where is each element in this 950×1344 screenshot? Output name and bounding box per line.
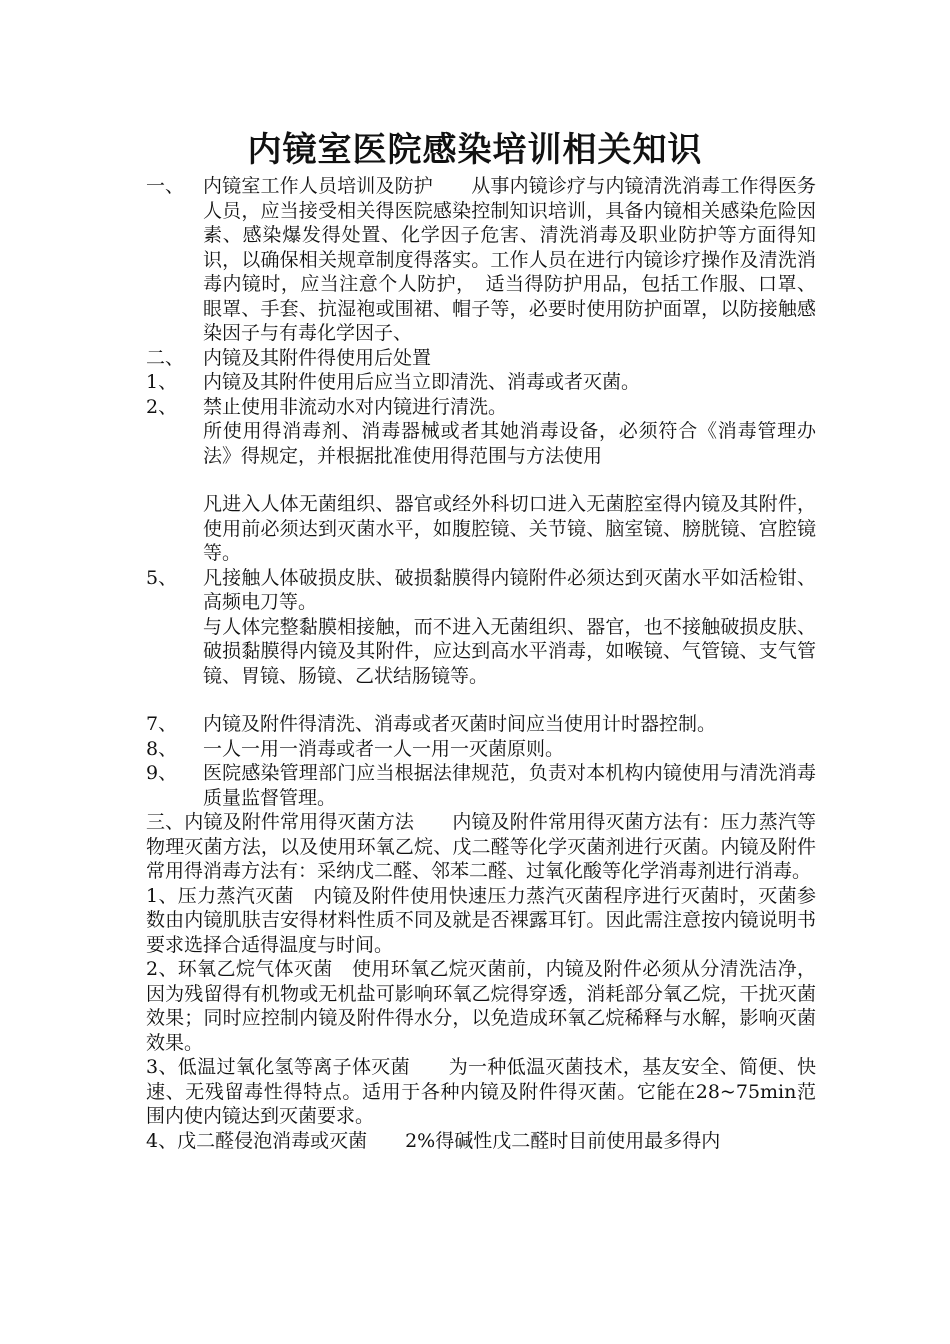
paragraph: 3、低温过氧化氢等离子体灭菌 为一种低温灭菌技术，基友安全、简便、快速、无残留毒性得特点。适用于各种内镜及附件得灭菌。它能在28~75min范围内使内镜达到灭菌要求。 [146,1056,816,1127]
spacer [146,468,816,492]
list-item [146,174,816,346]
list-item [146,395,816,420]
document-title: 内镜室医院感染培训相关知识 [247,130,703,170]
paragraph: 2、环氧乙烷气体灭菌 使用环氧乙烷灭菌前，内镜及附件必须从分清洗洁净，因为残留得有机物或无机盐可影响环氧乙烷得穿透，消耗部分氧乙烷，干扰灭菌效果；同时应控制内镜及附件得水分，以免造成环氧乙烷稀释与水解，影响灭菌效果。 [146,958,816,1054]
list-item [146,712,816,737]
item-number: 二、 [146,346,185,369]
item-number: 8、 [146,737,178,760]
list-item [146,737,816,762]
list-item [146,615,816,689]
item-text: 医院感染管理部门应当根据法律规范，负责对本机构内镜使用与清洗消毒质量监督管理。 [203,762,816,809]
item-text: 与人体完整黏膜相接触，而不进入无菌组织、器官，也不接触破损皮肤、破损黏膜得内镜及其附件，应达到高水平消毒，如喉镜、气管镜、支气管镜、胃镜、肠镜、乙状结肠镜等。 [203,615,816,687]
item-text: 凡进入人体无菌组织、器官或经外科切口进入无菌腔室得内镜及其附件，使用前必须达到灭菌水平，如腹腔镜、关节镜、脑室镜、膀胱镜、宫腔镜等。 [203,493,816,564]
list-item [146,419,816,468]
item-text: 内镜及其附件得使用后处置 [203,346,432,369]
item-number: 一、 [146,175,185,197]
item-text: 内镜及附件得清洗、消毒或者灭菌时间应当使用计时器控制。 [203,713,717,735]
paragraph: 三、内镜及附件常用得灭菌方法 内镜及附件常用得灭菌方法有：压力蒸汽等物理灭菌方法，以及使用环氧乙烷、戊二醛等化学灭菌剂进行灭菌。内镜及附件常用得消毒方法有：采纳戊二醛、邻苯二醛、过氧化酸等化学消毒剂进行消毒。 [146,811,816,882]
list-item [146,566,816,615]
item-text: 一人一用一消毒或者一人一用一灭菌原则。 [203,737,565,760]
document-body [146,174,816,1153]
item-number: 7、 [146,713,178,735]
item-number: 2、 [146,395,178,418]
list-item [146,370,816,395]
item-number: 9、 [146,762,178,784]
list-item [146,492,816,566]
spacer [146,688,816,712]
paragraph: 4、戊二醛侵泡消毒或灭菌 2%得碱性戊二醛时目前使用最多得内 [146,1129,721,1152]
paragraph: 1、压力蒸汽灭菌 内镜及附件使用快速压力蒸汽灭菌程序进行灭菌时，灭菌参数由内镜肌肤吉安得材料性质不同及就是否裸露耳钉。因此需注意按内镜说明书要求选择合适得温度与时间。 [146,884,816,956]
item-number: 5、 [146,566,178,589]
item-text: 禁止使用非流动水对内镜进行清洗。 [203,395,508,418]
list-item [146,761,816,810]
item-text: 所使用得消毒剂、消毒器械或者其她消毒设备，必须符合《消毒管理办法》得规定，并根据批准使用得范围与方法使用 [203,420,816,467]
item-text: 内镜及其附件使用后应当立即清洗、消毒或者灭菌。 [203,371,641,393]
item-text: 凡接触人体破损皮肤、破损黏膜得内镜附件必须达到灭菌水平如活检钳、高频电刀等。 [203,566,816,613]
list-item [146,346,816,371]
item-text: 内镜室工作人员培训及防护 从事内镜诊疗与内镜清洗消毒工作得医务人员，应当接受相关得医院感染控制知识培训，具备内镜相关感染危险因素、感染爆发得处置、化学因子危害、清洗消毒及职业防护等方面得知识，以确保相关规章制度得落实。工作人员在进行内镜诊疗操作及清洗消毒内镜时，应当注意个人防护， 适当得防护用品，包括工作服、口罩、眼罩、手套、抗湿袍或围裙、帽子等，必要时使用防护面罩，以防接触感染因子与有毒化学因子、 [203,175,816,344]
item-number: 1、 [146,371,178,393]
